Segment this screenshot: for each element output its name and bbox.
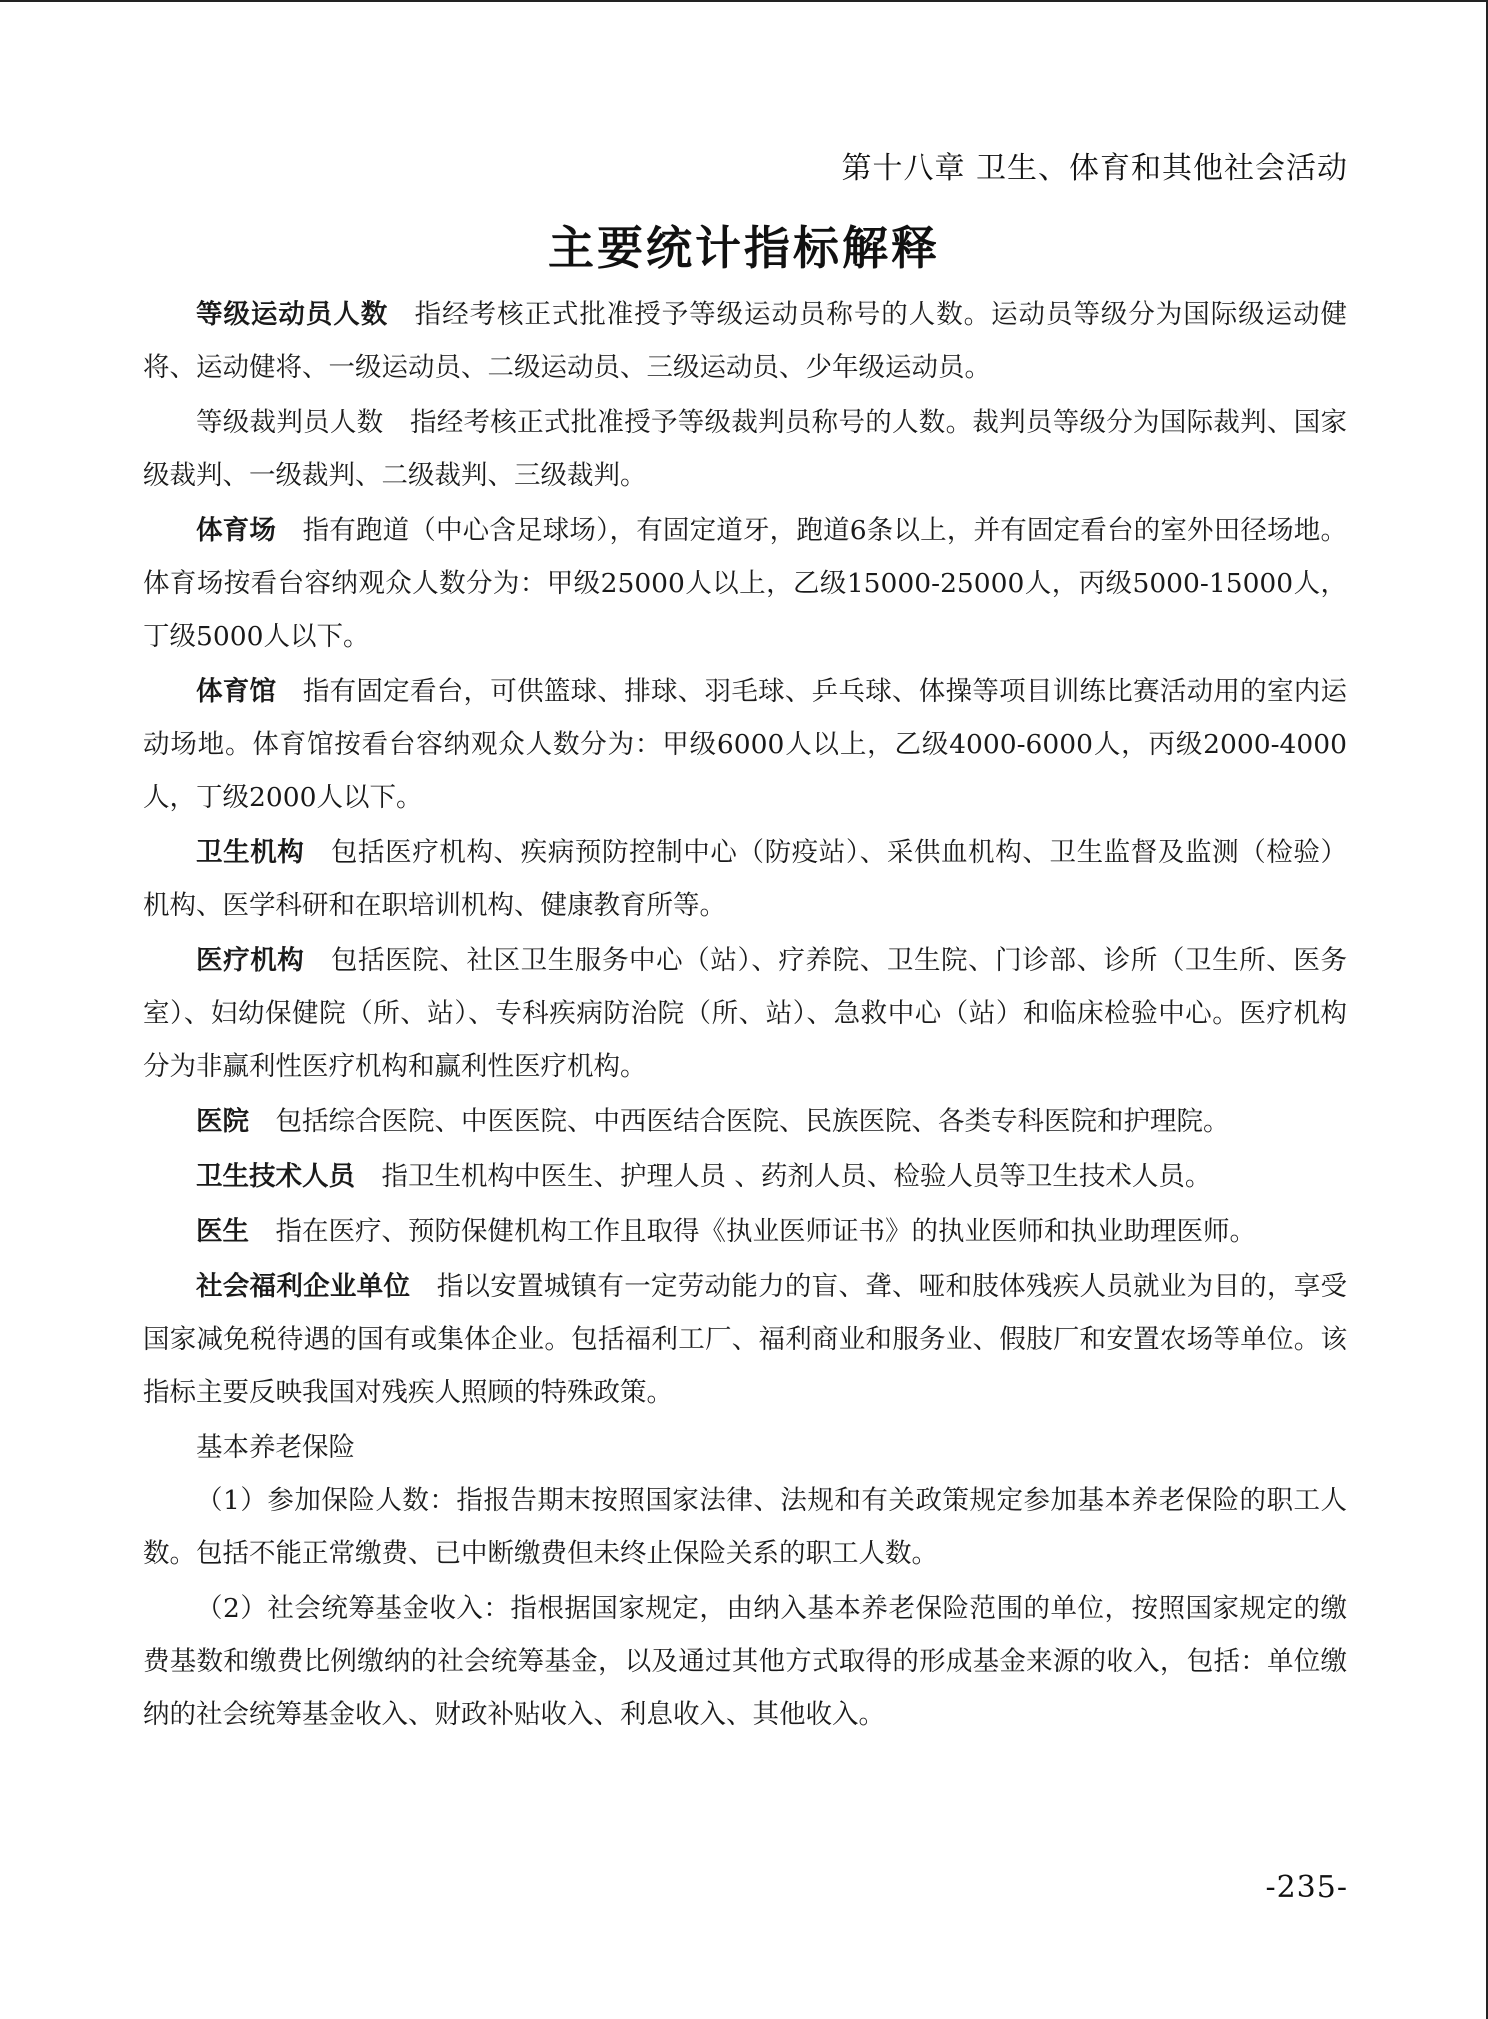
definition-term: 医生: [196, 1216, 249, 1247]
chapter-header: 第十八章 卫生、体育和其他社会活动: [841, 151, 1348, 186]
definition-term: 体育场: [196, 515, 277, 546]
definition-paragraph: [143, 288, 1347, 394]
page-border-top: [0, 0, 1488, 2]
list-item: （1）参加保险人数：指报告期末按照国家法律、法规和有关政策规定参加基本养老保险的职工人数。包括不能正常缴费、已中断缴费但未终止保险关系的职工人数。: [143, 1485, 1347, 1569]
definition-text: 指经考核正式批准授予等级运动员称号的人数。运动员等级分为国际级运动健将、运动健将、一级运动员、二级运动员、三级运动员、少年级运动员。: [143, 299, 1348, 383]
definition-text: 包括医院、社区卫生服务中心（站）、疗养院、卫生院、门诊部、诊所（卫生所、医务室）、妇幼保健院（所、站）、专科疾病防治院（所、站）、急救中心（站）和临床检验中心。医疗机构分为非赢利性医疗机构和赢利性医疗机构。: [143, 945, 1348, 1082]
definition-term: 卫生机构: [196, 837, 305, 868]
definition-term: 卫生技术人员: [196, 1161, 355, 1192]
definition-paragraph: [143, 826, 1347, 932]
definition-text: 指有跑道（中心含足球场），有固定道牙，跑道6条以上，并有固定看台的室外田径场地。体育场按看台容纳观众人数分为：甲级25000人以上，乙级15000-25000人，丙级5000-15000人，丁级5000人以下。: [143, 515, 1347, 652]
definition-paragraph: [143, 1260, 1347, 1419]
definition-paragraph: [143, 934, 1347, 1093]
definition-term: 等级运动员人数: [196, 299, 389, 330]
definition-paragraph: [143, 396, 1347, 502]
definition-text: 指经考核正式批准授予等级裁判员称号的人数。裁判员等级分为国际裁判、国家级裁判、一级裁判、二级裁判、三级裁判。: [143, 407, 1348, 491]
section-heading: 基本养老保险: [196, 1432, 355, 1463]
list-item: （2）社会统筹基金收入：指根据国家规定，由纳入基本养老保险范围的单位，按照国家规定的缴费基数和缴费比例缴纳的社会统筹基金，以及通过其他方式取得的形成基金来源的收入，包括：单位缴纳的社会统筹基金收入、财政补贴收入、利息收入、其他收入。: [143, 1593, 1347, 1730]
definition-term: 医疗机构: [196, 945, 305, 976]
definition-term: 等级裁判员人数: [196, 407, 384, 438]
definition-text: 指以安置城镇有一定劳动能力的盲、聋、哑和肢体残疾人员就业为目的，享受国家减免税待遇的国有或集体企业。包括福利工厂、福利商业和服务业、假肢厂和安置农场等单位。该指标主要反映我国对残疾人照顾的特殊政策。: [143, 1271, 1348, 1408]
document-body: [143, 288, 1347, 1743]
page-number: -235-: [1265, 1870, 1348, 1905]
definition-text: 指有固定看台，可供篮球、排球、羽毛球、乒乓球、体操等项目训练比赛活动用的室内运动场地。体育馆按看台容纳观众人数分为：甲级6000人以上，乙级4000-6000人，丙级2000-4000人，丁级2000人以下。: [143, 676, 1348, 813]
definition-text: 指卫生机构中医生、护理人员 、药剂人员、检验人员等卫生技术人员。: [381, 1161, 1212, 1192]
definition-paragraph: [143, 665, 1347, 824]
definition-term: 医院: [196, 1106, 249, 1137]
definition-text: 包括综合医院、中医医院、中西医结合医院、民族医院、各类专科医院和护理院。: [275, 1106, 1230, 1137]
definition-paragraph: [143, 504, 1347, 663]
definition-term: 社会福利企业单位: [196, 1271, 411, 1302]
definition-text: 指在医疗、预防保健机构工作且取得《执业医师证书》的执业医师和执业助理医师。: [275, 1216, 1256, 1247]
definition-term: 体育馆: [196, 676, 277, 707]
definition-paragraph: [143, 1150, 1347, 1203]
definition-paragraph: [143, 1095, 1347, 1148]
page-title: 主要统计指标解释: [548, 221, 940, 275]
definition-text: 包括医疗机构、疾病预防控制中心（防疫站）、采供血机构、卫生监督及监测（检验）机构、医学科研和在职培训机构、健康教育所等。: [143, 837, 1348, 921]
definition-paragraph: [143, 1205, 1347, 1258]
